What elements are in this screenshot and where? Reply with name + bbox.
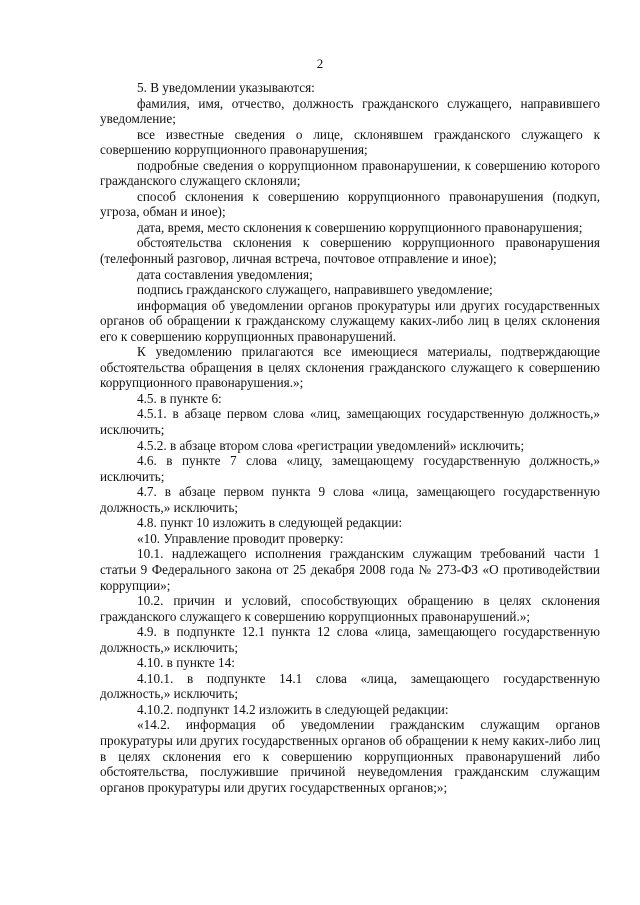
paragraph-4-8: 4.8. пункт 10 изложить в следующей редакции: <box>137 515 403 531</box>
paragraph-4-5: 4.5. в пункте 6: <box>137 390 222 406</box>
paragraph-4-10: 4.10. в пункте 14: <box>137 655 235 671</box>
paragraph-14-2: «14.2. информация об уведомлении гражданским служащим органов прокуратуры или других государственных органов об обращении к нему каких-либо лиц в целях склонения его к совершению коррупционных правонарушений либо обстоятельства, послужившие причиной неуведомления гражданским служащим органов прокуратуры или других государственных органов;»; <box>100 717 601 795</box>
paragraph-10-2: 10.2. причин и условий, способствующих обращению в целях склонения гражданского служащего к совершению коррупционных правонарушений.»; <box>100 593 600 624</box>
paragraph-item-prosecutor-info: информация об уведомлении органов прокуратуры или других государственных органов об обращении к гражданскому служащему каких-либо лиц в целях склонения его к совершению коррупционных правонарушений. <box>100 297 600 344</box>
paragraph-item-fio: фамилия, имя, отчество, должность гражданского служащего, направившего уведомление; <box>100 95 600 127</box>
paragraph-10-1: 10.1. надлежащего исполнения гражданским служащим требований части 1 статьи 9 Федерального закона от 25 декабря 2008 года № 273-ФЗ «О противодействии коррупции»; <box>100 546 600 593</box>
paragraph-4-9: 4.9. в подпункте 12.1 пункта 12 слова «лица, замещающего государственную должность,» исключить; <box>100 624 600 655</box>
paragraph-4-5-2: 4.5.2. в абзаце втором слова «регистрации уведомлений» исключить; <box>137 437 525 453</box>
paragraph-item-person-info: все известные сведения о лице, склонявшем гражданского служащего к совершению коррупционного правонарушения; <box>100 126 600 158</box>
paragraph-10-heading: «10. Управление проводит проверку: <box>137 530 344 546</box>
paragraph-item-date-place: дата, время, место склонения к совершению коррупционного правонарушения; <box>137 219 583 235</box>
paragraph-4-5-1: 4.5.1. в абзаце первом слова «лиц, замещающих государственную должность,» исключить; <box>100 406 600 438</box>
document-body <box>100 80 600 795</box>
paragraph-item-signature: подпись гражданского служащего, направившего уведомление; <box>137 282 493 298</box>
paragraph-attachments: К уведомлению прилагаются все имеющиеся материалы, подтверждающие обстоятельства обращения в целях склонения гражданского служащего к совершению коррупционного правонарушения.»; <box>100 344 600 391</box>
paragraph-4-10-1: 4.10.1. в подпункте 14.1 слова «лица, замещающего государственную должность,» исключить; <box>100 670 600 702</box>
paragraph-4-6: 4.6. в пункте 7 слова «лицу, замещающему государственную должность,» исключить; <box>100 453 600 484</box>
paragraph-item-notice-date: дата составления уведомления; <box>137 266 313 282</box>
paragraph-4-7: 4.7. в абзаце первом пункта 9 слова «лица, замещающего государственную должность,» исключить; <box>100 484 600 515</box>
page-number: 2 <box>316 56 324 71</box>
paragraph-item-circumstances: обстоятельства склонения к совершению коррупционного правонарушения (телефонный разговор, личная встреча, почтовое отправление и иное); <box>100 235 600 267</box>
paragraph-item-method: способ склонения к совершению коррупционного правонарушения (подкуп, угроза, обман и иное); <box>100 188 600 220</box>
paragraph-5-heading: 5. В уведомлении указываются: <box>137 80 315 95</box>
paragraph-4-10-2: 4.10.2. подпункт 14.2 изложить в следующей редакции: <box>137 701 449 717</box>
paragraph-item-offense-details: подробные сведения о коррупционном правонарушении, к совершению которого гражданского служащего склоняли; <box>100 157 600 189</box>
